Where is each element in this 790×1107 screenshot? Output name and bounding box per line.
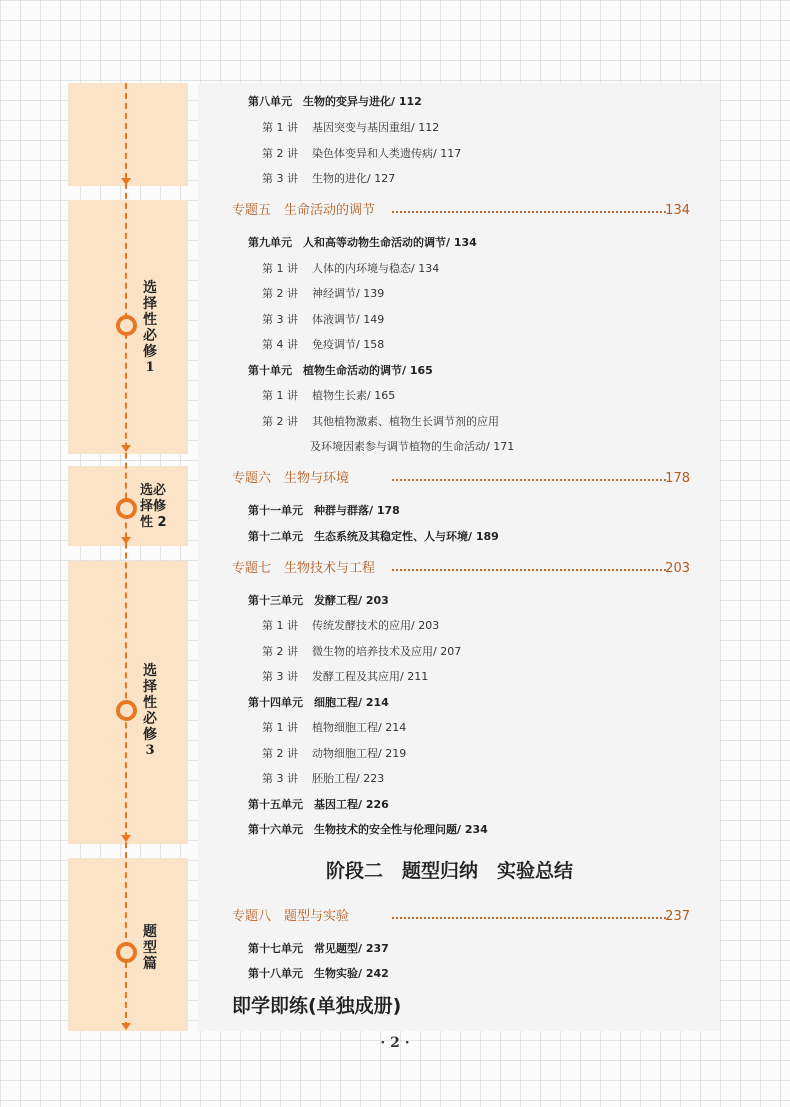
arrow-down-icon <box>121 178 131 185</box>
page-number: · 2 · <box>380 1035 410 1051</box>
toc-lecture[interactable]: 第 3 讲 发酵工程及其应用/ 211 <box>262 670 429 683</box>
toc-unit-18[interactable]: 第十八单元 生物实验/ 242 <box>248 967 389 980</box>
sidebar-label-elective-2: 选必 择修 性 2 <box>140 483 167 530</box>
toc-lecture[interactable]: 第 4 讲 免疫调节/ 158 <box>262 338 385 351</box>
toc-unit-12[interactable]: 第十二单元 生态系统及其稳定性、人与环境/ 189 <box>248 530 499 543</box>
toc-lecture[interactable]: 第 3 讲 生物的进化/ 127 <box>262 172 396 185</box>
arrow-down-icon <box>121 1023 131 1030</box>
toc-lecture[interactable]: 第 1 讲 人体的内环境与稳态/ 134 <box>262 262 440 275</box>
toc-unit-11[interactable]: 第十一单元 种群与群落/ 178 <box>248 504 400 517</box>
toc-lecture-continued[interactable]: 及环境因素参与调节植物的生命活动/ 171 <box>310 440 515 453</box>
toc-unit-10[interactable]: 第十单元 植物生命活动的调节/ 165 <box>248 364 433 377</box>
toc-lecture[interactable]: 第 3 讲 胚胎工程/ 223 <box>262 772 385 785</box>
toc-lecture[interactable]: 第 1 讲 植物细胞工程/ 214 <box>262 721 407 734</box>
timeline-node-icon <box>116 498 137 519</box>
toc-lecture[interactable]: 第 2 讲 染色体变异和人类遗传病/ 117 <box>262 147 462 160</box>
toc-lecture[interactable]: 第 2 讲 其他植物激素、植物生长调节剂的应用 <box>262 415 499 428</box>
sidebar-label-elective-1: 选 择 性 必 修 1 <box>143 280 157 375</box>
arrow-down-icon <box>121 537 131 544</box>
toc-lecture[interactable]: 第 1 讲 传统发酵技术的应用/ 203 <box>262 619 440 632</box>
arrow-down-icon <box>121 445 131 452</box>
toc-unit-14[interactable]: 第十四单元 细胞工程/ 214 <box>248 696 389 709</box>
toc-lecture[interactable]: 第 1 讲 基因突变与基因重组/ 112 <box>262 121 440 134</box>
toc-unit-17[interactable]: 第十七单元 常见题型/ 237 <box>248 942 389 955</box>
toc-unit-16[interactable]: 第十六单元 生物技术的安全性与伦理问题/ 234 <box>248 823 488 836</box>
leader-dots <box>392 479 666 481</box>
toc-lecture[interactable]: 第 2 讲 微生物的培养技术及应用/ 207 <box>262 645 462 658</box>
leader-dots <box>392 917 666 919</box>
timeline-line <box>125 83 127 1028</box>
leader-dots <box>392 211 666 213</box>
toc-unit-13[interactable]: 第十三单元 发酵工程/ 203 <box>248 594 389 607</box>
toc-topic-8[interactable]: 专题八 题型与实验 237 <box>232 909 690 924</box>
practice-heading: 即学即练(单独成册) <box>232 995 402 1017</box>
toc-topic-6[interactable]: 专题六 生物与环境 178 <box>232 471 690 486</box>
timeline-node-icon <box>116 315 137 336</box>
toc-unit-15[interactable]: 第十五单元 基因工程/ 226 <box>248 798 389 811</box>
toc-lecture[interactable]: 第 3 讲 体液调节/ 149 <box>262 313 385 326</box>
toc-unit-8[interactable]: 第八单元 生物的变异与进化/ 112 <box>248 95 422 108</box>
leader-dots <box>392 569 666 571</box>
sidebar-label-question-types: 题 型 篇 <box>143 924 157 972</box>
toc-topic-5[interactable]: 专题五 生命活动的调节 134 <box>232 203 690 218</box>
stage-two-heading: 阶段二 题型归纳 实验总结 <box>326 860 574 882</box>
timeline-node-icon <box>116 942 137 963</box>
sidebar-block-1 <box>68 83 188 186</box>
toc-lecture[interactable]: 第 2 讲 动物细胞工程/ 219 <box>262 747 407 760</box>
arrow-down-icon <box>121 835 131 842</box>
toc-lecture[interactable]: 第 2 讲 神经调节/ 139 <box>262 287 385 300</box>
toc-lecture[interactable]: 第 1 讲 植物生长素/ 165 <box>262 389 396 402</box>
toc-panel <box>198 83 720 1031</box>
toc-unit-9[interactable]: 第九单元 人和高等动物生命活动的调节/ 134 <box>248 236 477 249</box>
timeline-node-icon <box>116 700 137 721</box>
sidebar-label-elective-3: 选 择 性 必 修 3 <box>143 663 157 758</box>
toc-topic-7[interactable]: 专题七 生物技术与工程 203 <box>232 561 690 576</box>
